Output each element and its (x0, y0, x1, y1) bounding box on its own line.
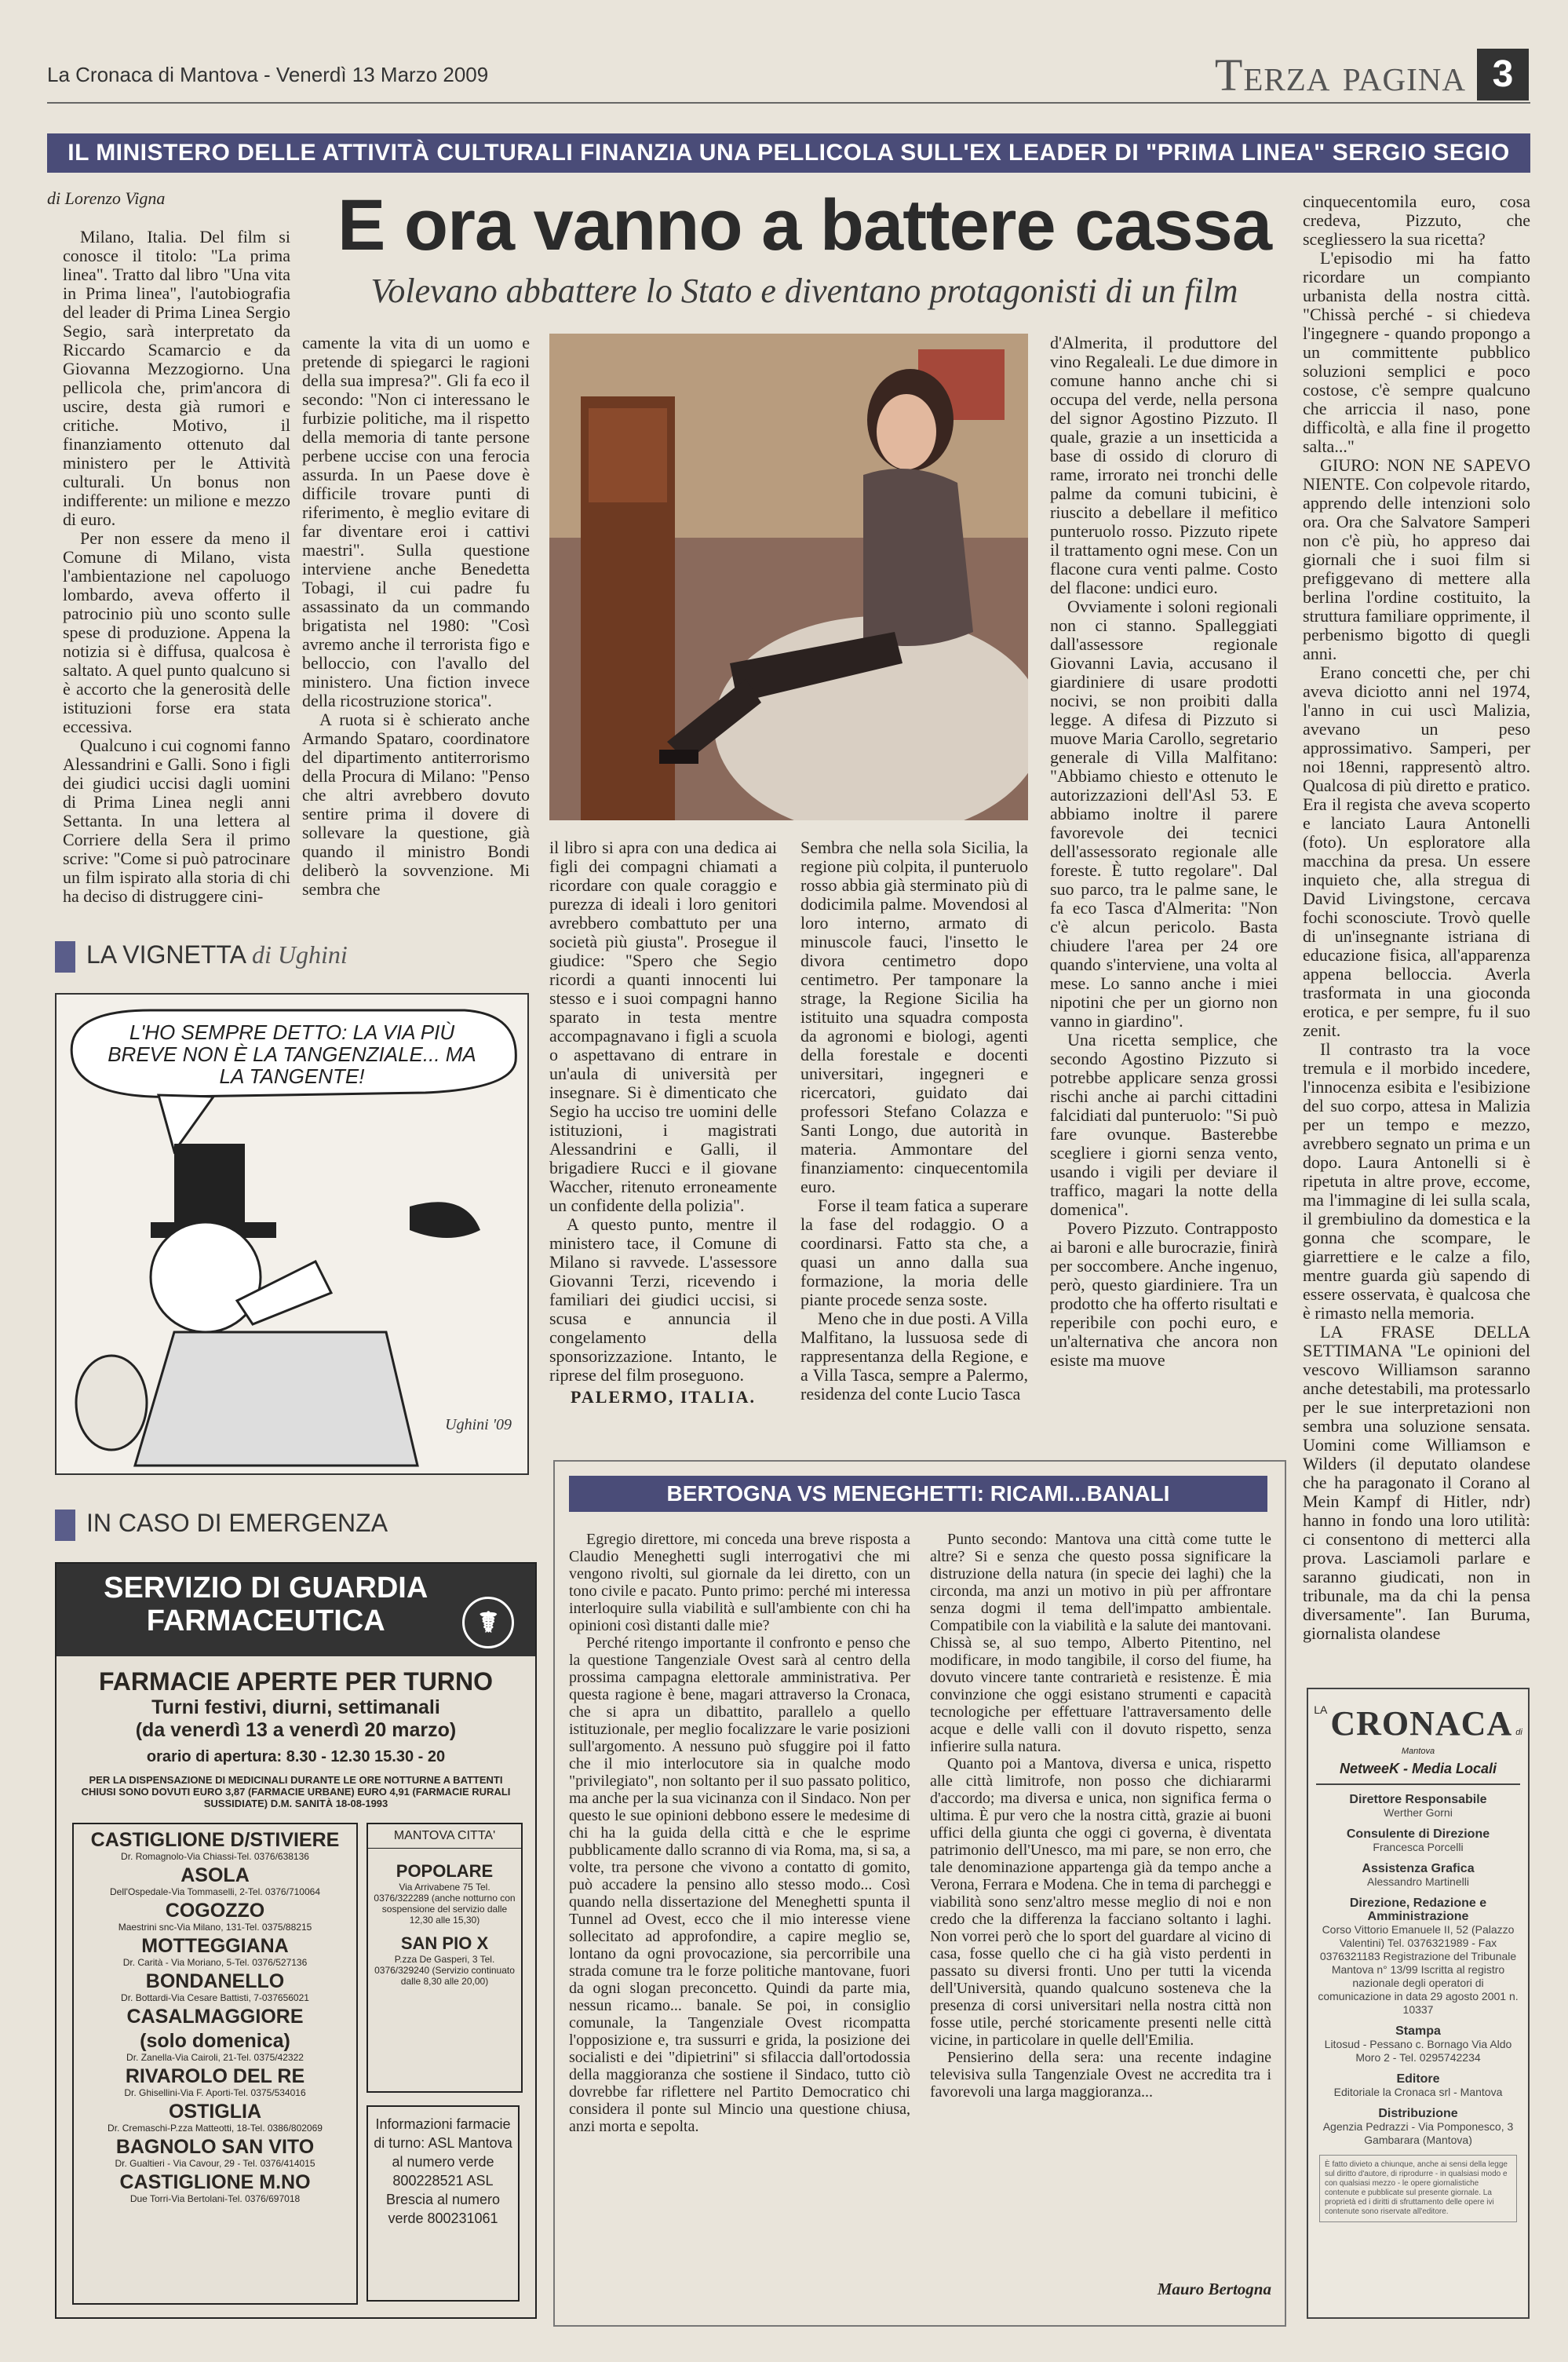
paragraph: Forse il team fatica a superare la fase del rodaggio. O a coordinarsi. Fatto sta che, a quasi un anno dalla sua formazione, la moria delle piante procede senza soste. (800, 1196, 1028, 1309)
colophon-value: Alessandro Martinelli (1367, 1875, 1469, 1888)
colophon-value: Werther Gorni (1384, 1806, 1453, 1819)
pharmacy-address: Dell'Ospedale-Via Tommaselli, 2-Tel. 0376/710064 (109, 1886, 320, 1897)
pharmacy-address: Dr. Bottardi-Via Cesare Battisti, 7-037656021 (121, 1992, 309, 2003)
paragraph: A ruota si è schierato anche Armando Spataro, coordinatore del dipartimento antiterrorismo della Procura di Milano: "Penso che altri avrebbero dovuto sentire prima il dovere di sollevare la questione, già quando il ministro Bondi deliberò la sovvenzione. Mi sembra che (302, 710, 530, 899)
caduceus-icon: ☤ (462, 1597, 514, 1648)
pharmacy-name: ASOLA (181, 1864, 250, 1886)
kicker-banner: IL MINISTERO DELLE ATTIVITÀ CULTURALI FINANZIA UNA PELLICOLA SULL'EX LEADER DI "PRIMA LINEA" SERGIO SEGIO (47, 133, 1530, 173)
colophon-value: Litosud - Pessano c. Bornago Via Aldo Moro 2 - Tel. 0295742234 (1324, 2038, 1512, 2064)
vignetta-title: LA VIGNETTA (86, 940, 246, 969)
headline: E ora vanno a battere cassa (337, 185, 1272, 265)
pharmacy-name: CASTIGLIONE D/STIVIERE (90, 1829, 340, 1851)
pharmacy-address: Via Arrivabene 75 Tel. 0376/322289 (anche notturno con sospensione del servizio dalle 12,30 alle 15,30) (374, 1882, 516, 1926)
masthead-rule (47, 102, 1530, 104)
letter-column-2 (930, 1531, 1271, 2253)
paragraph: LA FRASE DELLA SETTIMANA "Le opinioni del vescovo Williamson saranno anche detestabili, ma protessarlo per le sue interpretazioni non sembra una soluzione sensata. Uomini come Williamson e Wilders (il deputato olandese che ha paragonato il Corano al Mein Kampf di Hitler, ndr) hanno in fondo una loro utilità: ci consentono di metterci alla prova. Lasciamoli parlare e saranno giudicati, non in tribunale, ma da chi la pensa diversamente". Ian Buruma, giornalista olandese (1303, 1322, 1530, 1643)
paragraph: Qualcuno i cui cognomi fanno Alessandrini e Galli. Sono i figli dei giudici uccisi dagli uomini di Prima Linea negli anni Settanta. In una lettera al Corriere della Sera il primo scrive: "Come si può patrocinare un film ispirato alla storia di chi ha deciso di distruggere cini- (63, 736, 290, 906)
colophon-role: Assistenza Grafica (1362, 1862, 1475, 1875)
paragraph: Ovviamente i soloni regionali non ci stanno. Spalleggiati dall'assessore regionale Giovanni Lavia, accusano il giardiniere di usare prodotti nocivi, se non proibiti dalla legge. A difesa di Pizzuto si muove Maria Carollo, segretario generale di Villa Malfitano: "Abbiamo chiesto e ottenuto le autorizzazioni dell'Asl 53. E abbiamo inoltre il parere favorevole dei tecnici dell'assessorato regionale alle foreste. È tutto regolare". Dal suo parco, tra le palme sane, le fa eco Tasca d'Almerita: "Non c'è alcun pericolo. Basta chiudere l'area per 24 ore quando s'interviene, una volta al mese. Lo sanno anche i miei nipotini che per un giorno non vanno in giardino". (1050, 597, 1278, 1031)
colophon-value: Agenzia Pedrazzi - Via Pomponesco, 3 Gambarara (Mantova) (1322, 2120, 1514, 2146)
pharmacy-dates: (da venerdì 13 a venerdì 20 marzo) (135, 1718, 457, 1741)
pharmacy-info: Informazioni farmacie di turno: ASL Mantova al numero verde 800228521 ASL Brescia al numero verde 800231061 (366, 2105, 520, 2302)
letter-title: BERTOGNA VS MENEGHETTI: RICAMI...BANALI (569, 1476, 1267, 1512)
colophon-role: Distribuzione (1378, 2107, 1458, 2120)
pharmacy-address: Dr. Carità - Via Moriano, 5-Tel. 0376/527136 (122, 1957, 308, 1968)
byline: di Lorenzo Vigna (47, 188, 166, 208)
pharmacy-address: Dr. Cremaschi-P.zza Matteotti, 18-Tel. 0386/802069 (108, 2123, 323, 2134)
colophon-box (1307, 1688, 1530, 2319)
emergency-title: IN CASO DI EMERGENZA (86, 1509, 388, 1537)
paragraph: Sembra che nella sola Sicilia, la regione più colpita, il punteruolo rosso abbia già sterminato più di dodicimila palme. Movendosi al loro interno, armato di minuscole fauci, l'insetto le divora centimetro dopo centimetro. Per tamponare la strage, la Regione Sicilia ha istituito una squadra composta da agronomi e biologi, agenti della forestale e docenti universitari, ingegneri e ricercatori, guidato dai professori Stefano Colazza e Santi Longo, due autorità in materia. Ammontare del finanziamento: cinquecentomila euro. (800, 838, 1028, 1196)
logo-text: CRONACA (1330, 1704, 1513, 1743)
pharmacy-note: PER LA DISPENSAZIONE DI MEDICINALI DURANTE LE ORE NOTTURNE A BATTENTI CHIUSI SONO DOVUTI EURO 3,87 (FARMACIE URBANE) EURO 4,91 (FARMACIE RURALI SUSSIDIATE) D.M. SANITÀ 18-08-1993 (81, 1773, 511, 1809)
pharmacy-name: MOTTEGGIANA (141, 1935, 289, 1957)
vignetta-header (55, 940, 348, 973)
colophon-role: Editore (1396, 2072, 1440, 2086)
pharmacy-address: Dr. Zanella-Via Cairoli, 21-Tel. 0375/42322 (126, 2052, 304, 2063)
section-marker-icon (55, 1510, 75, 1541)
colophon-entry (1318, 1897, 1519, 2017)
paragraph: Quanto poi a Mantova, diversa e unica, rispetto alle città limitrofe, non posso che dichiararmi d'accordo; ma diversa e unica, non significa ferma o ultima. È pur vero che la nostra città, grazie ai buoni uffici della giunta che oggi ci governa, è diventata patrimonio dell'Unesco, ma mi pare, se non erro, che tale denominazione appartenga già da tempo anche a Verona, Ferrara e Modena. Che in tema di parcheggi e viabilità sono senz'altro messe meglio di noi e non credo che la differenza la facciano soltanto i laghi. Non vorrei però che lo sport del guardare al vicino di casa, fosse quello che ci ha già visto perdenti in passato su diversi fronti. Uno per tutti la vicenda dell'Università, quando qualcuno sosteneva che la presenza di corsi universitari nella nostra città non fosse utile, perché storicamente presenti nelle città vicine, in particolare in quelle dell'Emilia. (930, 1755, 1271, 2049)
logo-prefix: LA (1314, 1703, 1328, 1716)
colophon-tagline: NetweeK - Media Locali (1316, 1761, 1520, 1785)
pharmacy-shifts: Turni festivi, diurni, settimanali (151, 1696, 440, 1718)
pharmacy-address: Dr. Ghisellini-Via F. Aporti-Tel. 0375/534016 (124, 2087, 306, 2098)
paragraph: Erano concetti che, per chi aveva diciotto anni nel 1974, l'anno in cui uscì Malizia, avevano un peso approssimativo. Samperi, per noi 18enni, rappresentò altro. Qualcosa di più diretto e pratico. Era il regista che aveva scoperto e lanciato Laura Antonelli (foto). Un esploratore alla macchina da presa. Un essere inquieto che, alla stregua di David Livingstone, cercava fochi sconosciute. Trovò quelle di un'insegnante istriana di educazione fisica, all'apparenza appena belloccia. Averla trasformata in una gioconda erotica, e per sempre, fu il suo zenit. (1303, 663, 1530, 1040)
article-column-3 (549, 838, 777, 1435)
colophon-entry (1318, 1827, 1519, 1854)
photo-illustration (549, 334, 1028, 820)
paragraph: Milano, Italia. Del film si conosce il titolo: "La prima linea". Tratto dal libro "Una vita in Prima linea", l'autobiografia del leader di Prima Linea Sergio Segio, sarà interpretato da Riccardo Scamarcio e da Giovanna Mezzogiorno. Una pellicola che, prim'ancora di uscire, desta già rumori e critiche. Motivo, il finanziamento ottenuto dal ministero per le Attività culturali. Un bonus non indifferente: un milione e mezzo di euro. (63, 228, 290, 529)
paragraph: Una ricetta semplice, che secondo Agostino Pizzuto si potrebbe applicare senza grossi rischi anche ai parchi cittadini falcidiati dal punteruolo: "Si può fare ovunque. Basterebbe scegliere i giorni senza vento, usando i vigili per deviare il traffico, magari la notte della domenica". (1050, 1030, 1278, 1219)
paragraph: camente la vita di un uomo e pretende di spiegarci le ragioni della sua impresa?". Gli fa eco il secondo: "Non ci interessano le furbizie politiche, ma il rispetto della memoria di tante persone perbene uccise con una ferocia assurda. In un Paese dove è difficile trovare punti di riferimento, è meglio evitare di far diventare eroi i cattivi maestri". Sulla questione interviene anche Benedetta Tobagi, il cui padre fu assassinato da un commando brigatista nel 1980: "Così avremo anche il terrorista figo e belloccio, con l'avallo del ministero. Una fiction invece della ricostruzione storica". (302, 334, 530, 710)
pharmacy-name: CASTIGLIONE M.NO (119, 2171, 311, 2193)
pharmacy-name: CASALMAGGIORE (126, 2006, 304, 2028)
pharmacy-hours: orario di apertura: 8.30 - 12.30 15.30 - 20 (146, 1747, 446, 1765)
paragraph: Pensierino della sera: una recente indagine televisiva sulla Tangenziale Ovest ne accredita tra i favorevoli una larga maggioranza... (930, 2049, 1271, 2101)
cartoon-signature: Ughini '09 (445, 1416, 512, 1433)
pharmacy-subtitle: FARMACIE APERTE PER TURNO (99, 1667, 493, 1696)
paragraph: Meno che in due posti. A Villa Malfitano, la lussuosa sede di rappresentanza della Regione, e a Villa Tasca, sempre a Palermo, residenza del conte Lucio Tasca (800, 1309, 1028, 1404)
colophon-value: Corso Vittorio Emanuele II, 52 (Palazzo Valentini) Tel. 0376321989 - Fax 0376321183 Registrazione del Tribunale Mantova n° 13/99 Iscritta al registro nazionale degli operatori di comunicazione in data 29 agosto 2001 n. 10337 (1318, 1923, 1519, 2016)
pharmacy-title: SERVIZIO DI GUARDIA FARMACEUTICA (104, 1572, 428, 1637)
masthead-date: La Cronaca di Mantova - Venerdì 13 Marzo 2009 (47, 63, 489, 86)
section-marker-icon (55, 941, 75, 973)
paragraph: Povero Pizzuto. Contrapposto ai baroni e alle burocrazie, finirà per soccombere. Anche ingenuo, però, questo giardiniere. Tra un prodotto che ha offerto risultati e reperibile con pochi euro, e un'alternativa che ancora non esiste ma muove (1050, 1218, 1278, 1370)
paragraph: Per non essere da meno il Comune di Milano, vista l'ambientazione nel capoluogo lombardo, aveva offerto il patrocinio più uno sconto sulle spese di produzione. Appena la notizia si è diffusa, qualcosa è saltato. A quel punto qualcuno si è accorto che la generosità delle istituzioni forse era stata eccessiva. (63, 528, 290, 736)
paragraph: d'Almerita, il produttore del vino Regaleali. Le due dimore in comune hanno anche chi si occupa del verde, nella persona del signor Agostino Pizzuto. Il quale, grazie a un insetticida a base di ossido di cloruro di rame, irrorato nei tronchi delle palme da comuni tubicini, è riuscito a debellare il mefitico punteruolo rosso. Pizzuto ripete il trattamento ogni mese. Con un flacone cura venti palme. Costo del flacone: undici euro. (1050, 334, 1278, 597)
paragraph: cinquecentomila euro, cosa credeva, Pizzuto, che scegliessero la sua ricetta? (1303, 192, 1530, 249)
colophon-entry (1318, 2107, 1519, 2147)
article-photo (549, 334, 1028, 820)
pharmacy-name: RIVAROLO DEL RE (125, 2065, 305, 2087)
cartoon (55, 993, 529, 1475)
colophon-entry (1318, 1793, 1519, 1820)
colophon-role: Stampa (1395, 2024, 1441, 2038)
pharmacy-list-city (366, 1823, 523, 2093)
page-number: 3 (1477, 49, 1529, 100)
article-column-2 (302, 334, 530, 918)
dateline: PALERMO, ITALIA. (571, 1387, 756, 1407)
pharmacy-name: COGOZZO (165, 1900, 265, 1922)
colophon-role: Direzione, Redazione e Amministrazione (1349, 1897, 1487, 1923)
article-column-1 (63, 228, 290, 918)
paragraph: A questo punto, mentre il ministero tace, il Comune di Milano si ravvede. L'assessore Giovanni Terzi, ricevendo i familiari dei giudici uccisi, si scusa e annuncia il congelamento della sponsorizzazione. Intanto, le riprese del film proseguono. (549, 1214, 777, 1385)
pharmacy-name: (solo domenica) (140, 2030, 290, 2052)
colophon-role: Consulente di Direzione (1346, 1827, 1490, 1841)
cartoon-speech: L'HO SEMPRE DETTO: LA VIA PIÙ BREVE NON È LA TANGENZIALE... MA LA TANGENTE! (108, 1020, 476, 1088)
section-title: Terza pagina (1214, 49, 1466, 100)
article-column-6 (1303, 192, 1530, 1656)
paragraph: Il contrasto tra la voce tremula e il morbido incedere, l'innocenza esibita e l'esibizione del suo corpo, attesa in Malizia per un tempo e mezzo, avrebbero segnato un prima e un dopo. Laura Antonelli si è ripetuta in altre prove, eccome, ma l'immagine di lei sulla scala, il grembiulino da domestica e la gonna che scompare, le giarrettiere e le calze a filo, mentre guarda giù sapendo di essere osservata, è qualcosa che è rimasto nella memoria. (1303, 1039, 1530, 1323)
letter-signature: Mauro Bertogna (1157, 2280, 1271, 2298)
pharmacy-address: Maestrini snc-Via Milano, 131-Tel. 0375/88215 (118, 1922, 312, 1933)
pharmacy-name: BONDANELLO (145, 1970, 285, 1992)
pharmacy-name: BAGNOLO SAN VITO (115, 2136, 315, 2158)
pharmacy-address: P.zza De Gasperi, 3 Tel. 0376/329240 (Servizio continuato dalle 8,30 alle 20,00) (374, 1954, 515, 1987)
article-column-4 (800, 838, 1028, 1435)
pharmacy-box (55, 1562, 537, 2319)
city-title: MANTOVA CITTA' (368, 1824, 521, 1849)
colophon-value: Editoriale la Cronaca srl - Mantova (1333, 2086, 1503, 2098)
logo-suffix: di Mantova (1401, 1728, 1522, 1756)
legal-notice: È fatto divieto a chiunque, anche ai sensi della legge sul diritto d'autore, di riprodurre - in qualsiasi modo e con qualsiasi mezzo - le opere giornalistiche contenute e pubblicate sul presente giornale. La proprietà ed i diritti di sfruttamento delle opere ivi contenute sono riservate all'editore. (1319, 2155, 1517, 2222)
colophon-entry (1318, 2024, 1519, 2064)
colophon-entry (1318, 2072, 1519, 2099)
pharmacy-name: POPOLARE (396, 1861, 494, 1881)
pharmacy-name: SAN PIO X (400, 1933, 489, 1953)
colophon-logo (1308, 1703, 1528, 1758)
paragraph: Punto secondo: Mantova una città come tutte le altre? Si e senza che questo possa significare la distruzione della natura (in specie dei laghi) che la circonda, ma anzi un motivo in più per affrontare senza dogmi il tema dell'impatto ambientale. Compatibile con la viabilità e la salute dei mantovani. Chissà se, al suo tempo, Alberto Pitentino, nel modificare, in modo tangibile, il corso del fiume, ha dovuto vincere tante contrarietà e resistenze. È mia convinzione che oggi esistano strumenti e capacità tecnologiche per effettuare l'attraversamento delle acque e delle valli con il dovuto rispetto, senza infierire sulla natura. (930, 1531, 1271, 1755)
pharmacy-list-province (72, 1823, 358, 2305)
vignetta-author: di Ughini (252, 940, 348, 969)
colophon-value: Francesca Porcelli (1373, 1841, 1464, 1853)
paragraph: L'episodio mi ha fatto ricordare un compianto urbanista della nostra città. "Chissà perché - si chiedeva l'ingegnere - quando propongo a un committente pubblico soluzioni semplici e poco costose, c'è sempre qualcuno che arriccia il naso, pone difficoltà, e alla fine il progetto salta..." (1303, 248, 1530, 456)
pharmacy-address: Dr. Gualtieri - Via Cavour, 29 - Tel. 0376/414015 (115, 2158, 315, 2169)
pharmacy-address: Due Torri-Via Bertolani-Tel. 0376/697018 (129, 2193, 301, 2204)
pharmacy-banner (57, 1564, 535, 1656)
emergency-header (55, 1509, 388, 1541)
pharmacy-address: Dr. Romagnolo-Via Chiassi-Tel. 0376/638136 (121, 1851, 309, 1862)
colophon-role: Direttore Responsabile (1349, 1793, 1487, 1806)
paragraph: GIURO: NON NE SAPEVO NIENTE. Con colpevole ritardo, apprendo delle intenzioni solo ora. Ora che Salvatore Samperi non c'è più, ho appreso dai giornali che i suoi film si prefiggevano di mettere alla berlina l'ordine costituito, la struttura familiare opprimente, il perbenismo bigotto di quegli anni. (1303, 455, 1530, 663)
paragraph: il libro si apra con una dedica ai figli dei compagni chiamati a ricordare con quale coraggio e purezza di ideali i loro genitori avrebbero combattuto per una società più giusta". Prosegue il giudice: "Spero che Segio ricordi a quanti innocenti lui stesso e i suoi compagni hanno sparato in testa mentre accompagnavano i figli a scuola o aspettavano di entrare in un'aula di università per insegnare. Si è dimenticato che Segio ha ucciso tre uomini delle istituzioni, i magistrati Alessandrini e Galli, il brigadiere Rucci e il giovane Waccher, ritenuto erroneamente un confidente della polizia". (549, 838, 777, 1215)
letter-column-1 (569, 1531, 910, 2284)
pharmacy-name: OSTIGLIA (168, 2101, 262, 2123)
colophon-entry (1318, 1862, 1519, 1889)
subheadline: Volevano abbattere lo Stato e diventano protagonisti di un film (370, 272, 1238, 310)
paragraph: Egregio direttore, mi conceda una breve risposta a Claudio Meneghetti sugli interrogativi che mi vengono rivolti, sul giornale da lei diretto, con un tono civile e pacato. Punto primo: perché mi interessa interloquire sulla viabilità e sull'ambiente con chi ha opinioni così distanti dalle mie? (569, 1531, 910, 1634)
article-column-5 (1050, 334, 1278, 1433)
paragraph: Perché ritengo importante il confronto e penso che la questione Tangenziale Ovest sarà al centro della prossima campagna elettorale amministrativa. Per questa ragione è bene, magari attraverso la Cronaca, che si apra un dibattito, parallelo a quello istituzionale, per meglio focalizzare le varie posizioni sull'argomento. A nessuno può sfuggire poi il fatto che il mio interlocutore sia in qualche modo "privilegiato", non soltanto per il suo passato politico, ma anche per la sua vicinanza con il Sindaco. Non per questo le sue opinioni debbono essere le medesime di chi ha la guida della città e che le esprime pubblicamente dallo scranno di via Roma, ma, si sa, a volte, tra persone che vivono a contatto di gomito, può accadere la pensino allo stesso modo... Così quando nella dissertazione del Meneghetti spunta il Tunnel ad Ovest, ecco che il mio interesse viene sollecitato ad approfondire, a capire meglio se, lontano da ogni provocazione, sia percorribile una strada comune tra le forze politiche mantovane, fuori da ogni slogan preconcetto. Quindi da parte mia, nessun ricamo... banale. Se poi, in consiglio comunale, la Tangenziale Ovest ricompatta l'opposizione e, tra sussurri e grida, la posizione dei socialisti e dei "dipietrini" si sfilaccia dall'ortodossia della maggioranza che sostiene il Sindaco, tutto ciò dovrebbe far riflettere nel Partito Democratico chi considera il ponte sul Mincio una questione chiusa, anzi morta e sepolta. (569, 1634, 910, 2135)
